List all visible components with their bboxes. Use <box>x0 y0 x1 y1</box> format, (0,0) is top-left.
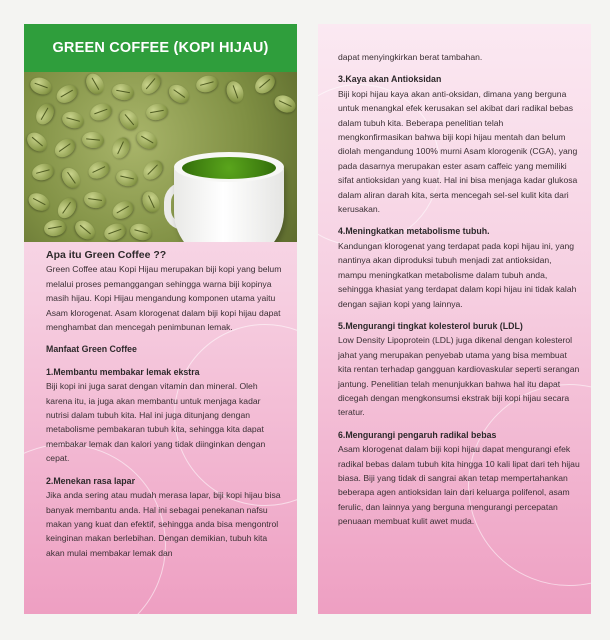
green-coffee-beans-photo <box>24 72 297 242</box>
section4-text: Kandungan klorogenat yang terdapat pada kopi hijau ini, yang nantinya akan diproduksi tubuh menjadi zat antioksidan, mampu meningkatkan metabolisme dalam tubuh anda, sehingga khasiat yang terdapat dalam kopi hijau ini tidak kalah dengan sajian kopi yang lainnya. <box>338 240 577 309</box>
section1-text: Biji kopi ini juga sarat dengan vitamin dan mineral. Oleh karena itu, ia juga akan membantu untuk menjaga kadar nutrisi dalam tubuh kita. Hal ini juga ditunjang dengan metabolisme pembakaran tubuh kita, sehingga kita dapat membakar lemak dan kalori yang tidak diinginkan dengan cepat. <box>46 381 266 464</box>
section6-text: Asam klorogenat dalam biji kopi hijau dapat mengurangi efek radikal bebas dalam tubuh kita hingga 10 kali lipat dari teh hijau biasa. Biji yang tidak di sangrai akan tetap mempertahankan beberapa agen antioksidan lain dari keluarga polifenol, asam ferulic, dan lainnya yang berguna mengurangi percepatan penuaan membuat kulit awet muda. <box>338 444 580 527</box>
header-title: GREEN COFFEE (KOPI HIJAU) <box>24 24 297 72</box>
section2-heading: 2.Menekan rasa lapar <box>46 475 135 486</box>
benefits-heading: Manfaat Green Coffee <box>46 344 137 355</box>
intro-text: Green Coffee atau Kopi Hijau merupakan biji kopi yang belum melalui proses pemanggangan sehingga warna biji kopinya masih hijau. Kopi Hijau mengandung komponen utama yaitu Asam klorogenat. Asam klorogenat dalam biji kopi hijau dapat menghambat dan mencegah penimbunan lemak. <box>46 264 282 333</box>
section5-text: Low Density Lipoprotein (LDL) juga dikenal dengan kolesterol jahat yang merupakan penyebab utama yang bisa membuat kita rentan terhadap gangguan kardiovaskular seperti serangan jantung. Penelitian telah menunjukkan bahwa hal itu dapat dicegah dengan mengkonsumsi ekstrak biji kopi hijau secara teratur. <box>338 335 580 418</box>
section4-heading: 4.Meningkatkan metabolisme tubuh. <box>338 226 490 237</box>
section2-text: Jika anda sering atau mudah merasa lapar, biji kopi hijau bisa banyak membantu anda. Hal ini sebagai penekanan nafsu makan yang kuat dan efektif, sehingga anda bisa mengontrol keinginan makan berlebihan. Dengan demikian, tubuh kita akan mulai membakar lemak dan <box>46 490 281 558</box>
intro-heading: Apa itu Green Coffee ?? <box>46 249 167 261</box>
section1-heading: 1.Membantu membakar lemak ekstra <box>46 366 200 377</box>
left-text-column <box>46 248 284 560</box>
right-text-column <box>338 50 580 529</box>
continuation-text: dapat menyingkirkan berat tambahan. <box>338 52 483 62</box>
green-coffee-liquid <box>182 157 276 179</box>
left-panel <box>24 24 297 614</box>
section3-text: Biji kopi hijau kaya akan anti-oksidan, dimana yang berguna untuk menangkal efek kerusakan sel akibat dari radikal bebas dalam tubuh kita. Beberapa penelitian telah mengkonfirmasikan bahwa biji kopi hijau mentah dan belum diolah mengandung 100% murni Asam klorogenik (CGA), yang pada dasarnya merupakan ester asam caffeic yang memiliki sifat antioksidan yang kuat. Hal ini bisa menjaga kadar glukosa dalam aliran darah kita, serta mencegah sel-sel kulit kita dari kerusakan. <box>338 88 578 215</box>
section3-heading: 3.Kaya akan Antioksidan <box>338 74 442 85</box>
section5-heading: 5.Mengurangi tingkat kolesterol buruk (LDL) <box>338 320 523 331</box>
right-panel <box>318 24 591 614</box>
section6-heading: 6.Mengurangi pengaruh radikal bebas <box>338 429 497 440</box>
